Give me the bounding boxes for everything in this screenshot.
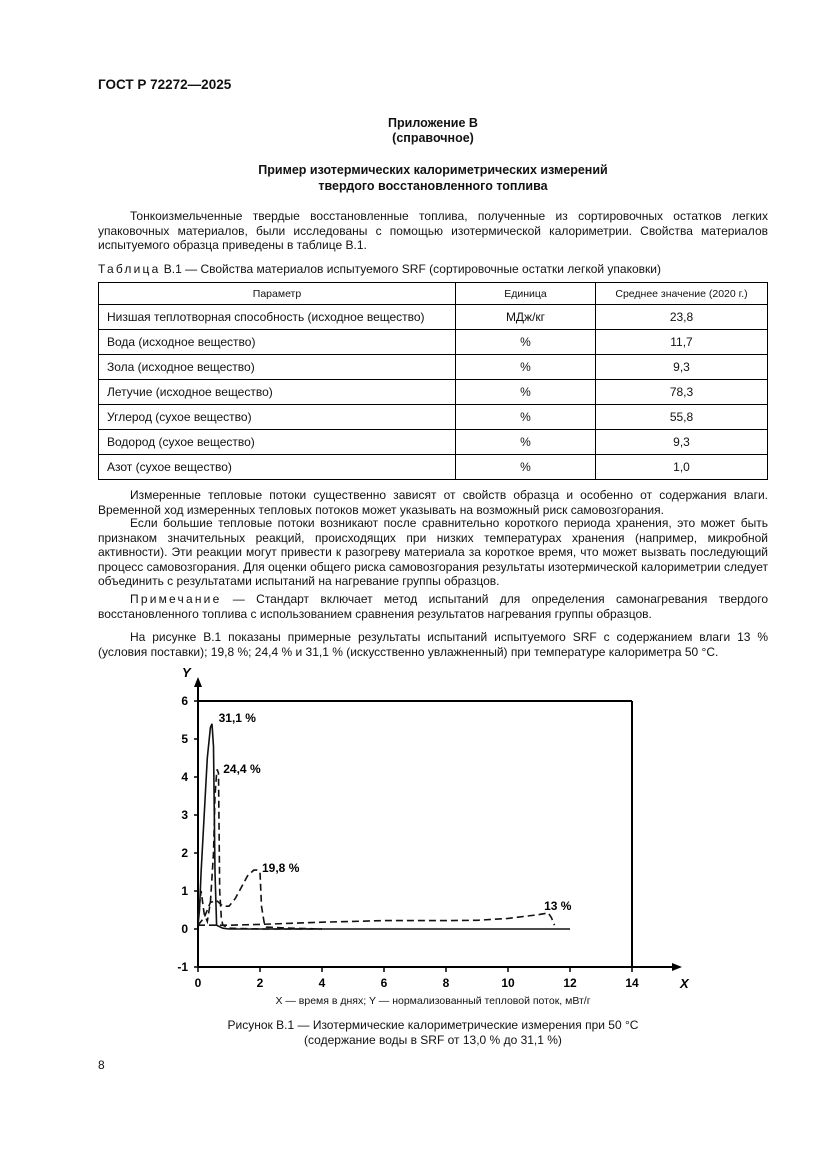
table-cell: 1,0: [596, 455, 768, 480]
annex-heading-line2: твердого восстановленного топлива: [318, 179, 548, 193]
table-cell: %: [456, 405, 596, 430]
y-tick-label: -1: [177, 960, 188, 974]
table-cell: 55,8: [596, 405, 768, 430]
table-cell: МДж/кг: [456, 305, 596, 330]
y-tick-label: 2: [181, 846, 188, 860]
column-header: Единица: [456, 283, 596, 305]
table-cell: %: [456, 380, 596, 405]
heat-flow-chart: [160, 655, 700, 990]
body-paragraph-1: Измеренные тепловые потоки существенно зависят от свойств образца и особенно от содержания влаги. Временной ход измеренных тепловых потоков может указывать на возможный риск самовозгорания.: [98, 488, 768, 517]
intro-paragraph: Тонкоизмельченные твердые восстановленные топлива, полученные из сортировочных остатков легких упаковочных материалов, были исследованы с помощью изотермической калориметрии. Свойства материалов испытуемого образца приведены в таблице В.1.: [98, 209, 768, 253]
x-tick-label: 14: [625, 976, 639, 990]
series-label: 19,8 %: [262, 861, 300, 875]
table-cell: Летучие (исходное вещество): [99, 380, 456, 405]
table-row: [99, 330, 768, 355]
table-cell: 11,7: [596, 330, 768, 355]
table-cell: 9,3: [596, 355, 768, 380]
x-tick-label: 0: [194, 976, 202, 990]
y-tick-label: 3: [181, 808, 188, 822]
y-tick-label: 5: [181, 732, 188, 746]
document-id: ГОСТ Р 72272—2025: [98, 77, 232, 92]
table-cell: Зола (исходное вещество): [99, 355, 456, 380]
x-axis-arrow: [672, 963, 682, 971]
note-paragraph: [98, 592, 768, 621]
table-cell: %: [456, 455, 596, 480]
body-paragraph-2: Если большие тепловые потоки возникают после сравнительно короткого периода хранения, это может быть признаком значительных реакций, происходящих при низких температурах хранения (например, микробной активности). Эти реакции могут привести к разогреву материала за короткое время, что может вызвать последующий процесс самовозгорания. Для оценки общего риска самовозгорания результаты изотермической калориметрии следует объединить с результатами испытаний на нагревание группы образцов.: [98, 516, 768, 589]
column-header: Среднее значение (2020 г.): [596, 283, 768, 305]
column-header: Параметр: [99, 283, 456, 305]
table-row: [99, 380, 768, 405]
table-cell: 23,8: [596, 305, 768, 330]
table-cell: Водород (сухое вещество): [99, 430, 456, 455]
annex-subtitle: (справочное): [392, 131, 474, 145]
table-cell: 78,3: [596, 380, 768, 405]
x-tick-label: 10: [501, 976, 515, 990]
axis-caption: X — время в днях; Y — нормализованный тепловой поток, мВт/г: [275, 995, 591, 1007]
table-caption-text: В.1 — Свойства материалов испытуемого SRF (сортировочные остатки легкой упаковки): [160, 262, 661, 276]
table-cell: %: [456, 430, 596, 455]
series-line-0: [198, 724, 570, 929]
y-axis-label: Y: [182, 665, 191, 680]
note-text: — Стандарт включает метод испытаний для определения самонагревания твердого восстановленного топлива с использованием сравнения результатов нагревания группы образцов.: [98, 592, 768, 621]
body-paragraph-3: На рисунке В.1 показаны примерные результаты испытаний испытуемого SRF с содержанием влаги 13 % (условия поставки); 19,8 %; 24,4 % и 31,1 % (искусственно увлажненный) при температуре калориметра 50 °C.: [98, 630, 768, 659]
x-tick-label: 4: [318, 976, 326, 990]
table-cell: Углерод (сухое вещество): [99, 405, 456, 430]
annex-heading-line1: Пример изотермических калориметрических измерений: [258, 163, 608, 177]
series-line-3: [198, 913, 555, 925]
x-axis-label: X: [680, 976, 689, 990]
properties-table: [98, 282, 768, 480]
x-tick-label: 8: [442, 976, 450, 990]
table-cell: %: [456, 330, 596, 355]
page-number: 8: [98, 1058, 105, 1072]
table-cell: %: [456, 355, 596, 380]
y-tick-label: 0: [181, 922, 188, 936]
table-cell: Низшая теплотворная способность (исходное вещество): [99, 305, 456, 330]
table-row: [99, 455, 768, 480]
table-cell: 9,3: [596, 430, 768, 455]
figure-caption-line1: Рисунок В.1 — Изотермические калориметрические измерения при 50 °C: [227, 1018, 639, 1032]
table-row: [99, 305, 768, 330]
table-caption-label: Таблица: [98, 262, 161, 276]
figure-caption: [98, 1018, 768, 1048]
table-row: [99, 405, 768, 430]
table-cell: Вода (исходное вещество): [99, 330, 456, 355]
series-label: 13 %: [544, 899, 572, 913]
y-tick-label: 4: [181, 770, 188, 784]
y-tick-label: 1: [181, 884, 188, 898]
series-label: 31,1 %: [218, 710, 256, 725]
table-header-row: [99, 283, 768, 305]
table-row: [99, 355, 768, 380]
annex-title: Приложение В: [388, 116, 478, 130]
x-tick-label: 2: [256, 976, 264, 990]
table-row: [99, 430, 768, 455]
x-tick-label: 6: [380, 976, 388, 990]
table-cell: Азот (сухое вещество): [99, 455, 456, 480]
series-label: 24,4 %: [223, 762, 261, 777]
y-tick-label: 6: [181, 694, 188, 708]
figure-caption-line2: (содержание воды в SRF от 13,0 % до 31,1 %): [304, 1033, 562, 1047]
table-caption: [98, 262, 661, 276]
note-label: Примечание: [130, 592, 222, 606]
x-tick-label: 12: [563, 976, 577, 990]
